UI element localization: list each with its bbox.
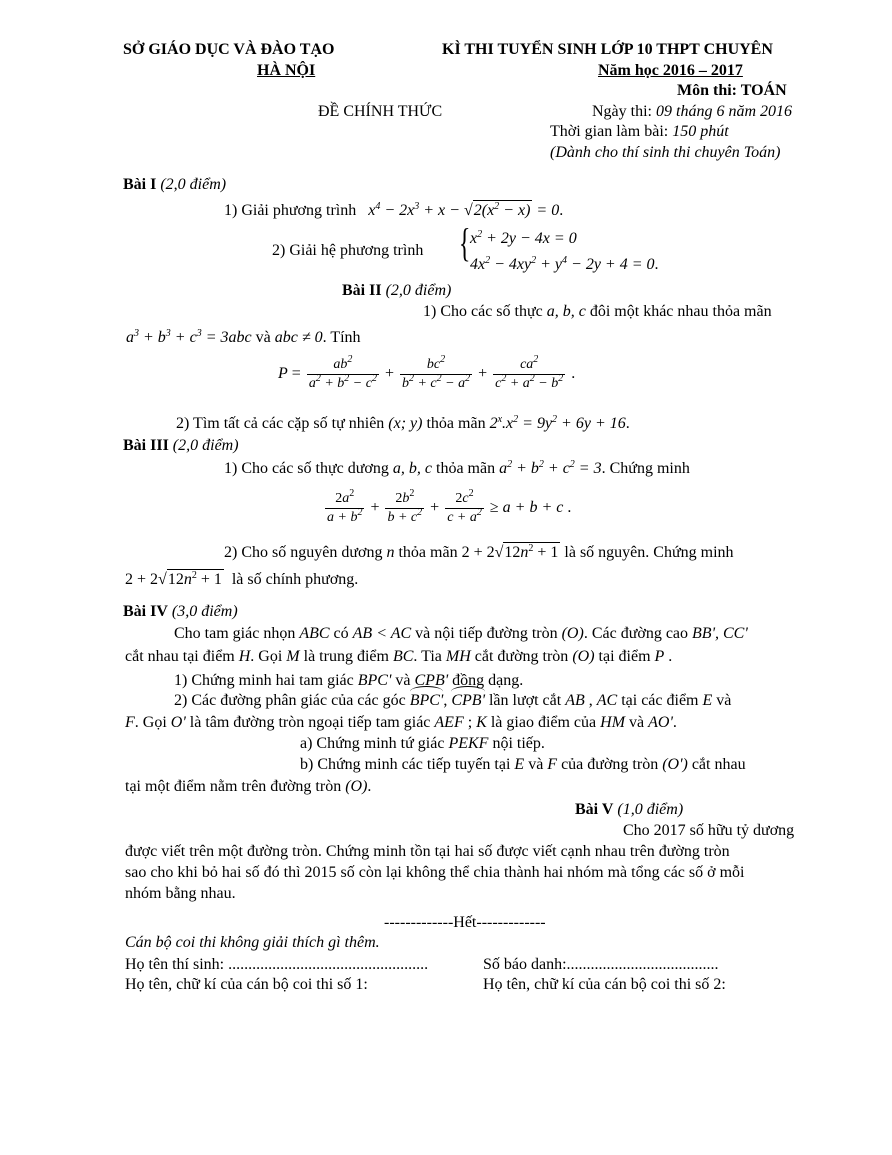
bai4-l1-c: và nội tiếp đường tròn: [415, 625, 558, 642]
bai4-qa-b: nội tiếp.: [492, 735, 545, 752]
bai1-q1: 1) Giải phương trình $x^4 - 2x^3 + x - √2(x^2 - x) = 0$.: [224, 201, 564, 219]
bai3-q1-b: thỏa mãn: [436, 460, 496, 477]
bai4-qb-c: của đường tròn: [561, 756, 659, 773]
bai2-q1-a: 1) Cho các số thực: [423, 303, 543, 320]
bai5-line4: nhóm bằng nhau.: [125, 885, 236, 902]
official-label: ĐỀ CHÍNH THỨC: [318, 103, 443, 120]
bai2-q2-a: 2) Tìm tất cả các cặp số tự nhiên: [176, 415, 385, 432]
exam-date: 09 tháng 6 năm 2016: [656, 103, 792, 120]
bai4-l2-e: cắt đường tròn: [474, 648, 569, 665]
bai5-line1: Cho 2017 số hữu tỷ dương: [623, 822, 795, 839]
bai2-q1-d: . Tính: [322, 329, 361, 346]
bai4-title: Bài IV: [123, 603, 168, 620]
bai2-q1-line2: $a^3 + b^3 + c^3 = 3abc$ và abc ≠ 0. Tính: [126, 328, 361, 346]
bai2-formula-p: P = $\frac{ab^2}{a^2 + b^2 - c^2}$ + $\frac{bc^2}{b^2 + c^2 - a^2}$ + $\frac{ca^2}{c^2 + a^2 - b^2}$ .: [278, 354, 576, 391]
bai4-points: (3,0 điểm): [171, 603, 238, 620]
bai4-l9-a: tại một điểm nằm trên đường tròn: [125, 778, 342, 795]
duration-label: Thời gian làm bài:: [550, 123, 673, 140]
bai4-qb-a: b) Chứng minh các tiếp tuyến tại: [300, 756, 511, 773]
bai4-qb-d: cắt nhau: [691, 756, 746, 773]
bai4-l1-a: Cho tam giác nhọn: [174, 625, 296, 642]
dept-line1: SỞ GIÁO DỤC VÀ ĐÀO TẠO: [123, 41, 335, 58]
bai4-l2-d: . Tia: [413, 648, 442, 665]
proctor2-field: Họ tên, chữ kí của cán bộ coi thi số 2:: [483, 976, 726, 993]
duration-line: [550, 124, 729, 140]
bai3-q2-cont: $2 + 2√12n^2 + 1$ là số chính phương.: [125, 570, 359, 588]
bai1-title: Bài I: [123, 176, 157, 193]
bai4-q2-c: tại các điểm: [621, 692, 699, 709]
bai2-q1-c: và: [255, 329, 271, 346]
bai3-title: Bài III: [123, 437, 169, 454]
proctor-note: Cán bộ coi thi không giải thích gì thêm.: [125, 934, 380, 951]
bai2-points: (2,0 điểm): [385, 282, 452, 299]
bai4-qa: a) Chứng minh tứ giác PEKF nội tiếp.: [300, 735, 545, 752]
bai4-q2-b: lần lượt cắt: [488, 692, 562, 709]
bai4-l2-a: cắt nhau tại điểm: [125, 648, 235, 665]
duration: 150 phút: [672, 123, 729, 140]
bai4-q1-b: và: [395, 672, 411, 689]
bai1-q2-text: 2) Giải hệ phương trình: [272, 242, 424, 259]
exam-date-label: Ngày thi:: [592, 103, 656, 120]
bai3-q2-b: thỏa mãn: [398, 544, 458, 561]
proctor1-field: Họ tên, chữ kí của cán bộ coi thi số 1:: [125, 976, 368, 993]
bai4-line1: Cho tam giác nhọn ABC có AB < AC và nội tiếp đường tròn (O). Các đường cao BB', CC': [174, 625, 748, 642]
bai5-heading: [575, 802, 683, 818]
bai3-q2-d: là số chính phương.: [231, 571, 359, 588]
audience: (Dành cho thí sinh thi chuyên Toán): [550, 144, 781, 161]
bai3-q1-c: . Chứng minh: [601, 460, 690, 477]
exam-date-line: [592, 104, 792, 120]
dept-line2: HÀ NỘI: [257, 62, 316, 79]
bai4-q2-d: và: [716, 692, 732, 709]
bai4-q1: 1) Chứng minh hai tam giác BPC' và CPB' đồng dạng.: [174, 672, 524, 689]
school-year: Năm học 2016 – 2017: [598, 62, 743, 79]
bai1-heading: [123, 177, 226, 193]
bai4-line9: tại một điểm nằm trên đường tròn (O).: [125, 778, 372, 795]
bai2-title: Bài II: [342, 282, 382, 299]
exam-title: KÌ THI TUYỂN SINH LỚP 10 THPT CHUYÊN: [442, 41, 773, 58]
bai4-qb-b: và: [528, 756, 544, 773]
bai1-q1-text: 1) Giải phương trình: [224, 202, 357, 219]
bai5-line3: sao cho khi bỏ hai số đó thì 2015 số còn lại không thể chia thành hai nhóm mà tổng các số ở mỗi: [125, 864, 745, 881]
candidate-name-field: Họ tên thí sinh: ..................................................: [125, 956, 429, 973]
bai4-q1-c: đồng dạng.: [452, 672, 524, 689]
bai2-q1-b: đôi một khác nhau thỏa mãn: [589, 303, 772, 320]
bai4-l2-c: là trung điểm: [303, 648, 389, 665]
candidate-number-field: Số báo danh:......................................: [483, 956, 719, 973]
bai2-heading: [342, 283, 451, 299]
bai5-title: Bài V: [575, 801, 614, 818]
bai4-qb: b) Chứng minh các tiếp tuyến tại E và F của đường tròn (O') cắt nhau: [300, 756, 746, 773]
bai4-l1-d: . Các đường cao: [583, 625, 689, 642]
bai1-q1-equation: $x^4 - 2x^3 + x - √2(x^2 - x) = 0$: [368, 201, 560, 219]
bai3-q2-a: 2) Cho số nguyên dương: [224, 544, 383, 561]
bai4-qa-a: a) Chứng minh tứ giác: [300, 735, 445, 752]
bai3-q2-c: là số nguyên. Chứng minh: [564, 544, 734, 561]
bai1-system-eq2: $4x^2 - 4xy^2 + y^4 - 2y + 4 = 0$.: [470, 255, 659, 273]
bai5-line2: được viết trên một đường tròn. Chứng minh tồn tại hai số được viết cạnh nhau trên đường tròn: [125, 843, 730, 860]
bai4-q2: 2) Các đường phân giác của các góc BPC', CPB' lần lượt cắt AB , AC tại các điểm E và: [174, 692, 732, 709]
bai2-q2: 2) Tìm tất cả các cặp số tự nhiên (x; y) thỏa mãn $2^x.x^2 = 9y^2 + 6y + 16$.: [176, 414, 630, 432]
bai4-l6-a: . Gọi: [134, 714, 167, 731]
bai2-q2-b: thỏa mãn: [426, 415, 486, 432]
bai4-l6-b: là tâm đường tròn ngoại tiếp tam giác: [189, 714, 431, 731]
bai3-q1: 1) Cho các số thực dương a, b, c thỏa mãn $a^2 + b^2 + c^2 = 3$. Chứng minh: [224, 459, 690, 477]
bai2-q1-line1: 1) Cho các số thực a, b, c đôi một khác nhau thỏa mãn: [423, 303, 772, 320]
bai1-points: (2,0 điểm): [160, 176, 227, 193]
bai3-q2: 2) Cho số nguyên dương n thỏa mãn $2 + 2√12n^2 + 1$ là số nguyên. Chứng minh: [224, 543, 734, 561]
end-marker: -------------Hết-------------: [384, 914, 546, 931]
bai4-line2: cắt nhau tại điểm H. Gọi M là trung điểm BC. Tia MH cắt đường tròn (O) tại điểm P .: [125, 648, 673, 665]
bai4-q1-a: 1) Chứng minh hai tam giác: [174, 672, 354, 689]
bai5-points: (1,0 điểm): [617, 801, 684, 818]
bai3-q1-a: 1) Cho các số thực dương: [224, 460, 389, 477]
bai4-l2-f: tại điểm: [598, 648, 651, 665]
bai3-heading: [123, 438, 239, 454]
bai4-q2-a: 2) Các đường phân giác của các góc: [174, 692, 406, 709]
bai1-system-brace: {: [458, 220, 471, 265]
subject: Môn thi: TOÁN: [677, 82, 787, 99]
bai4-heading: [123, 604, 238, 620]
bai4-l6-d: và: [629, 714, 645, 731]
bai4-l2-b: . Gọi: [250, 648, 283, 665]
bai3-points: (2,0 điểm): [172, 437, 239, 454]
bai4-line6: F. Gọi O' là tâm đường tròn ngoại tiếp tam giác AEF ; K là giao điểm của HM và AO'.: [125, 714, 677, 731]
bai4-l1-b: có: [333, 625, 349, 642]
bai4-l6-c: là giao điểm của: [490, 714, 597, 731]
bai3-inequality: $\frac{2a^2}{a + b^2}$ + $\frac{2b^2}{b + c^2}$ + $\frac{2c^2}{c + a^2}$ ≥ a + b + c .: [327, 488, 572, 525]
bai1-system-eq1: $x^2 + 2y - 4x = 0$: [470, 229, 577, 247]
